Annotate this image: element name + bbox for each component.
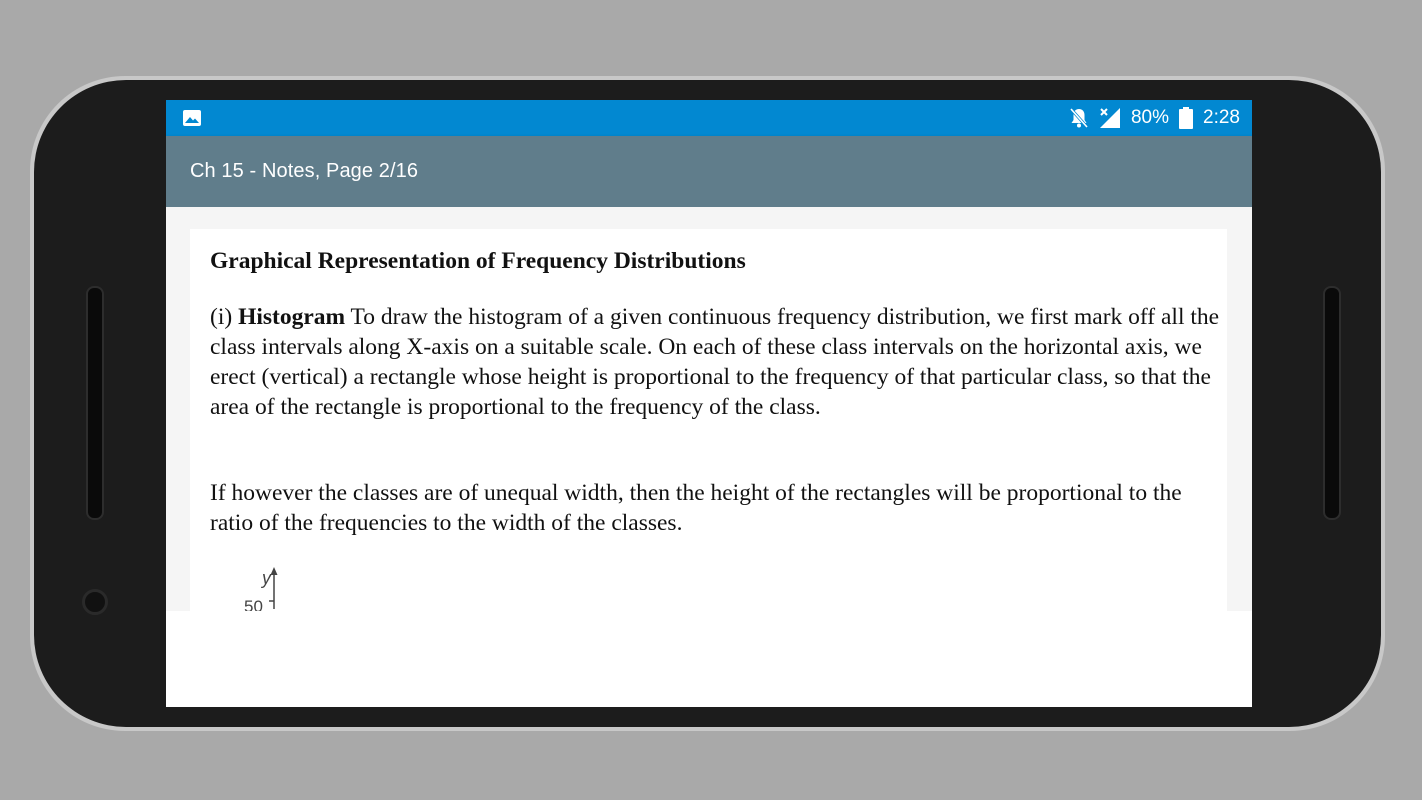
histogram-description: To draw the histogram of a given continuous frequency distribution, we first mark off all the class intervals along X-axis on a suitable scale. On each of these class intervals on the horizontal axis, we erect (vertical) a rectangle whose height is proportional to the frequency of that particular class, so that the area of the rectangle is proportional to the frequency of the class. xyxy=(210,304,1220,420)
document-page xyxy=(190,229,1227,611)
histogram-paragraph xyxy=(210,302,1220,422)
viewer-bottom-area xyxy=(166,611,1252,707)
y-tick-label: 50 xyxy=(244,597,263,611)
no-signal-icon xyxy=(1099,107,1121,129)
clock: 2:28 xyxy=(1203,107,1240,128)
unequal-width-paragraph: If however the classes are of unequal width, then the height of the rectangles will be proportional to the ratio of the frequencies to the width of the classes. xyxy=(210,480,1182,536)
document-viewer[interactable] xyxy=(166,207,1252,707)
status-icons xyxy=(1069,100,1240,136)
battery-icon xyxy=(1179,107,1193,129)
speaker-slot-right xyxy=(1323,286,1341,520)
status-bar xyxy=(166,100,1252,136)
image-icon xyxy=(182,109,202,127)
histogram-term: Histogram xyxy=(238,304,346,330)
app-bar xyxy=(166,136,1252,207)
document-heading: Graphical Representation of Frequency Distributions xyxy=(210,248,746,274)
front-camera xyxy=(82,589,108,615)
histogram-figure-preview xyxy=(238,561,318,611)
battery-percent: 80% xyxy=(1130,107,1170,128)
bell-off-icon xyxy=(1069,107,1089,129)
list-marker: (i) xyxy=(210,304,239,330)
y-axis-label: y xyxy=(262,568,271,588)
speaker-slot-left xyxy=(86,286,104,520)
page-title: Ch 15 - Notes, Page 2/16 xyxy=(190,160,419,182)
phone-screen xyxy=(166,100,1252,707)
